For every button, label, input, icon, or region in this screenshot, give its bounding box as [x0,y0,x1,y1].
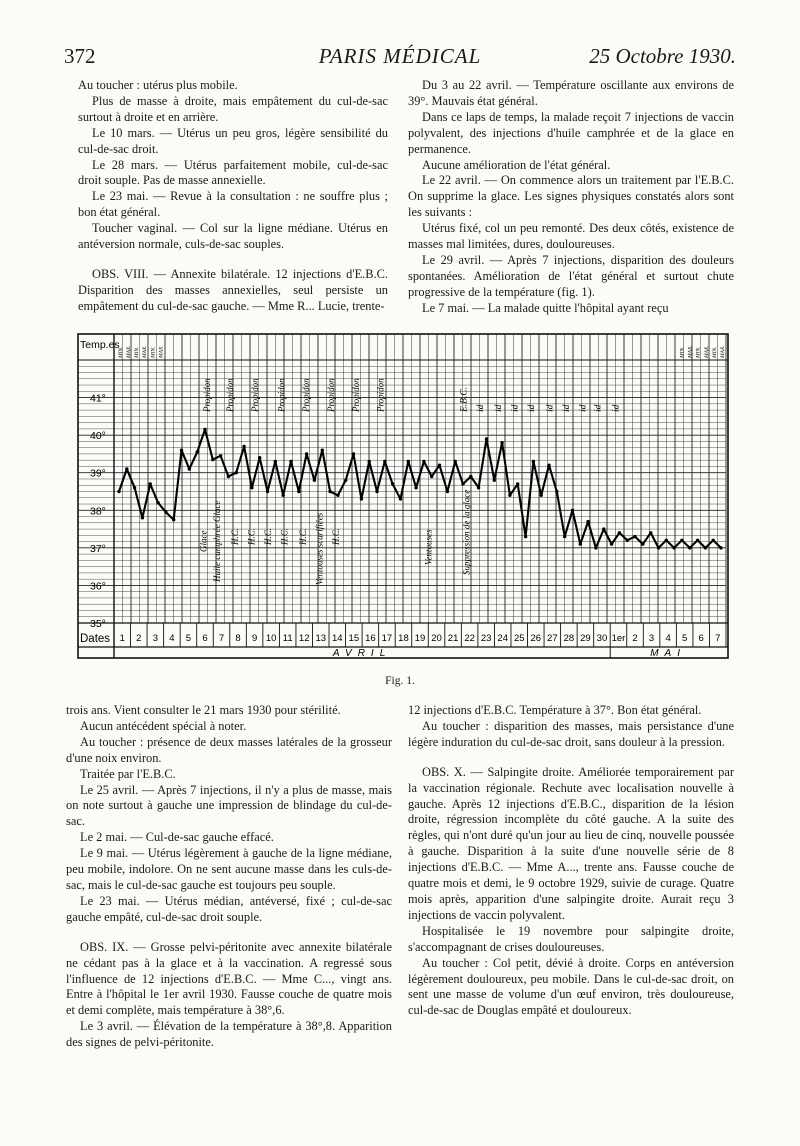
date-label: 1er [611,633,626,644]
y-tick-label: 35° [90,618,106,630]
treatment-annotation: Propidon [225,378,236,412]
temperature-point [430,475,433,478]
temperature-point [172,518,175,521]
temperature-point [688,546,691,549]
temperature-point [235,471,238,474]
temperature-point [540,494,543,497]
temperature-point [610,542,613,545]
paragraph: Utérus fixé, col un peu remonté. Des deux côtés, existence de masses mal limitées, dures, douloureuses. [408,221,734,252]
paragraph: Au toucher : disparition des masses, mais persistance d'une légère induration du cul-de-sac droit, sans douleur à la pression. [408,718,734,749]
temperature-point [117,490,120,493]
page-number: 372 [64,44,96,68]
treatment-annotation: H.C. [230,527,241,545]
y-tick-label: 36° [90,580,106,593]
y-tick-label: 39° [90,467,106,480]
treatment-annotation: H.C. [279,527,290,545]
date-label: 19 [414,633,426,644]
temperature-point [414,486,417,489]
date-label: 28 [563,633,575,644]
date-label: 18 [398,633,409,644]
date-label: 3 [152,633,158,644]
date-label: 24 [497,633,508,644]
treatment-annotation: Propidon [350,378,361,412]
temperature-point [485,437,488,440]
temperature-point [680,539,683,542]
treatment-annotation: Ventouses scarifiées [314,512,325,585]
date-label: 22 [464,633,475,644]
paragraph: Le 28 mars. — Utérus parfaitement mobile, cul-de-sac droit souple. Pas de masse annexielle. [78,157,388,188]
temperature-point [422,460,425,463]
y-tick-label: 41° [90,392,106,405]
min-max-header: MAX. [687,345,694,358]
treatment-annotation: Huile camphrée Glace [211,500,222,582]
min-max-header: MAX. [719,345,726,358]
paragraph: Traitée par l'E.B.C. [80,766,176,781]
date-label: 16 [365,633,376,644]
temperature-point [368,460,371,463]
temperature-point [336,494,339,497]
date-label: 10 [265,633,277,644]
date-label: 9 [251,633,258,644]
temperature-point [383,460,386,463]
temperature-point [665,539,668,542]
treatment-annotation: id [578,404,589,412]
temperature-point [626,539,629,542]
temperature-point [289,460,292,463]
temperature-point [602,527,605,530]
date-label: 6 [698,633,704,644]
date-label: 21 [447,633,459,644]
y-tick-label: 38° [90,505,106,518]
temperature-point [532,460,535,463]
temperature-point [672,546,675,549]
temperature-point [250,486,253,489]
date-label: 7 [218,633,225,644]
text-column-bottom-left [66,703,392,1051]
treatment-annotation: E.B.C. [459,386,470,412]
temperature-point [375,490,378,493]
temperature-point [242,445,245,448]
temperature-point [297,490,300,493]
paragraph: Le 29 avril. — Après 7 injections, disparition des douleurs spontanées. Amélioration de l'état général et surtout chute progressive de la température (fig. 1). [408,252,734,299]
date-label: 5 [682,633,688,644]
temperature-point [125,467,128,470]
temperature-point [594,546,597,549]
paragraph: Le 3 avril. — Élévation de la température à 38°,8. Apparition des signes de pelvi-péritonite. [66,1019,392,1050]
temperature-point [641,542,644,545]
temperature-point [399,497,402,500]
treatment-annotation: H.C. [246,527,257,545]
paragraph: Le 9 mai. — Utérus légèrement à gauche de la ligne médiane, peu mobile, indolore. On ne sent aucune masse dans les culs-de-sac, mais le cul-de-sac gauche est toujours peu souple. [66,846,392,892]
y-tick-label: 40° [90,430,106,443]
date-label: 1 [119,633,125,644]
temperature-point [563,535,566,538]
temperature-point [133,486,136,489]
treatment-annotation: id [494,404,505,412]
date-label: 6 [202,633,208,644]
temperature-point [313,479,316,482]
y-tick-label: 37° [90,542,106,555]
temperature-point [493,479,496,482]
date-label: 8 [235,633,241,644]
temperature-point [477,486,480,489]
paragraph: Aucun antécédent spécial à noter. [80,718,247,733]
temperature-point [266,490,269,493]
treatment-annotation: Propidon [325,378,336,412]
paragraph: Aucune amélioration de l'état général. [422,157,611,172]
temperature-point [360,497,363,500]
paragraph: OBS. VIII. — Annexite bilatérale. 12 injections d'E.B.C. Disparition des masses annexielles, seul persiste un empâtement du cul-de-sac gauche. — Mme R... Lucie, trente- [78,266,388,313]
min-max-header: MAX. [126,345,133,358]
treatment-annotation: Glace [198,530,209,552]
paragraph: Le 23 mai. — Revue à la consultation : ne souffre plus ; bon état général. [78,189,388,220]
date-label: 17 [381,633,393,644]
paragraph: OBS. IX. — Grosse pelvi-péritonite avec annexite bilatérale ne cédant pas à la glace et à la vaccination. A regressé sous l'influence de 12 injections d'E.B.C. — Mme C..., vingt ans. Entre à l'hôpital le 1er avril 1930. Fausse couche de quatre mois et demi complète, mais température à 38°,6. [66,939,392,1018]
x-axis-label: Dates [80,633,111,645]
paragraph: Le 25 avril. — Après 7 injections, il n'y a plus de masse, mais on note surtout à gauche une impression de blindage du cul-de-sac. [66,782,392,829]
treatment-annotation: id [545,404,556,412]
text-column-bottom-right [408,703,734,1019]
treatment-annotation: id [475,404,486,412]
paragraph: Au toucher : utérus plus mobile. [78,78,238,92]
date-label: 25 [513,633,525,644]
date-label: 13 [315,633,327,644]
temperature-point [328,490,331,493]
temperature-point [227,475,230,478]
date-label: 27 [547,633,558,644]
treatment-annotation: id [527,404,538,412]
treatment-annotation: id [561,404,572,412]
temperature-point [454,460,457,463]
temperature-point [149,482,152,485]
date-label: 3 [648,633,655,644]
month-label: AVRIL [332,648,392,659]
min-max-header: MAX. [142,345,149,358]
temperature-point [555,490,558,493]
treatment-annotation: H.C. [330,527,341,545]
treatment-annotation: id [611,404,622,412]
paragraph: Le 7 mai. — La malade quitte l'hôpital ayant reçu [422,300,669,315]
date-label: 12 [298,633,310,644]
temperature-point [571,509,574,512]
paragraph: OBS. X. — Salpingite droite. Améliorée temporairement par la vaccination régionale. Rechute avec localisation nouvelle à gauche. Après 12 injections d'E.B.C., disparition de la lésion droite, régression incomplète du côté gauche. A la suite des règles, qui n'ont duré qu'un jour au lieu de cinq, nouvelle poussée à gauche. Disparition à la suite d'une nouvelle série de 8 injections d'E.B.C. — Mme A..., trente ans. Fausse couche de quatre mois et demi, le 9 octobre 1929, suivie de curage. Quatre mois après, apparition d'une salpingite droite. Aurait reçu 3 injections de vaccin polyvalent. [408,764,734,922]
temperature-point [579,542,582,545]
temperature-point [547,464,550,467]
treatment-annotation: H.C. [263,527,274,545]
temperature-point [508,494,511,497]
min-max-header: MIN. [150,346,157,358]
journal-title: PARIS MÉDICAL [318,44,482,68]
temperature-point [657,546,660,549]
text-column-top-left [78,78,388,315]
date-label: 29 [580,633,591,644]
temperature-point [461,482,464,485]
temperature-point [211,458,214,461]
temperature-point [156,501,159,504]
date-label: 4 [169,633,175,644]
temperature-point [469,475,472,478]
paragraph: Plus de masse à droite, mais empâtement du cul-de-sac surtout à droite et en arrière. [78,93,388,124]
temperature-point [352,452,355,455]
paragraph: trois ans. Vient consulter le 21 mars 1930 pour stérilité. [66,703,341,717]
temperature-point [438,464,441,467]
temperature-point [258,456,261,459]
min-max-header: MAX. [703,345,710,358]
temperature-point [344,479,347,482]
paragraph: Du 3 au 22 avril. — Température oscillante aux environs de 39°. Mauvais état général. [408,78,734,108]
min-max-header: MIN. [695,346,702,358]
date-label: 4 [665,633,671,644]
temperature-point [274,460,277,463]
temperature-point [180,449,183,452]
date-label: 14 [332,633,343,644]
paragraph: Hospitalisée le 19 novembre pour salpingite droite, s'accompagnant de crises douloureuses. [408,923,734,954]
treatment-annotation: H.C. [297,527,308,545]
temperature-point [704,546,707,549]
treatment-annotation: Propidon [201,378,212,412]
treatment-annotation: Ventouses [423,529,434,565]
temperature-point [305,452,308,455]
temperature-point [321,449,324,452]
temperature-point [696,539,699,542]
date-label: 30 [596,633,608,644]
date-label: 2 [136,633,142,644]
min-max-header: MIN. [118,346,124,358]
treatment-annotation: Propidon [276,378,287,412]
date-label: 2 [632,633,638,644]
temperature-point [188,467,191,470]
paragraph: Au toucher : présence de deux masses latérales de la grosseur d'une noix environ. [66,734,392,765]
treatment-annotation: id [593,404,604,412]
temperature-point [649,531,652,534]
paragraph: Le 10 mars. — Utérus un peu gros, légère sensibilité du cul-de-sac droit. [78,125,388,156]
temperature-point [524,535,527,538]
date-label: 20 [431,633,442,644]
temperature-point [618,531,621,534]
temperature-point [391,482,394,485]
temperature-point [196,450,199,453]
min-max-header: MAX. [158,345,165,358]
treatment-annotation: Suppression de la glace [461,489,472,575]
text-column-top-right [408,78,734,317]
min-max-header: MIN. [134,346,141,358]
page-header [64,44,736,70]
date-label: 23 [480,633,492,644]
temperature-point [633,535,636,538]
date-label: 5 [185,633,192,644]
temperature-point [719,546,722,549]
treatment-annotation: Propidon [375,378,386,412]
temperature-point [141,516,144,519]
y-axis-label: Temp.es [80,339,120,351]
temperature-point [203,428,206,431]
temperature-point [164,511,167,514]
paragraph: Le 23 mai. — Utérus médian, antéversé, fixé ; cul-de-sac gauche empâté, cul-de-sac droit souple. [66,893,392,924]
paragraph: 12 injections d'E.B.C. Température à 37°. Bon état général. [408,703,702,717]
temperature-chart [76,330,730,662]
paragraph: Le 22 avril. — On commence alors un traitement par l'E.B.C. On supprime la glace. Les signes physiques constatés alors sont les suivants : [408,173,734,220]
date-label: 7 [715,633,721,644]
temperature-point [586,520,589,523]
temperature-point [712,539,715,542]
min-max-header: MIN. [679,346,686,358]
temperature-point [446,490,449,493]
paragraph: Dans ce laps de temps, la malade reçoit 7 injections de vaccin polyvalent, des injections d'huile camphrée et de la glace en permanence. [408,109,734,156]
temperature-point [219,454,222,457]
treatment-annotation: id [510,404,521,412]
date-label: 26 [530,633,542,644]
paragraph: Au toucher : Col petit, dévié à droite. Corps en antéversion légèrement douloureux, peu mobile. Dans le cul-de-sac droit, on sent une masse de volume d'un œuf environ, très douloureuse, cul-de-sac de Douglas empâté et douloureux. [408,955,734,1018]
paragraph: Le 2 mai. — Cul-de-sac gauche effacé. [80,830,274,845]
month-label: MAI [650,648,686,659]
treatment-annotation: Propidon [301,378,312,412]
paragraph: Toucher vaginal. — Col sur la ligne médiane. Utérus en antéversion normale, culs-de-sac souples. [78,221,388,252]
temperature-point [282,494,285,497]
treatment-annotation: Propidon [249,378,260,412]
temperature-point [407,460,410,463]
temperature-point [500,441,503,444]
temperature-point [516,482,519,485]
date-label: 11 [282,633,293,644]
date-label: 15 [348,633,360,644]
issue-date: 25 Octobre 1930. [589,44,736,68]
figure-caption: Fig. 1. [385,675,415,687]
min-max-header: MIN. [711,346,718,358]
temperature-chart-svg [76,330,730,662]
